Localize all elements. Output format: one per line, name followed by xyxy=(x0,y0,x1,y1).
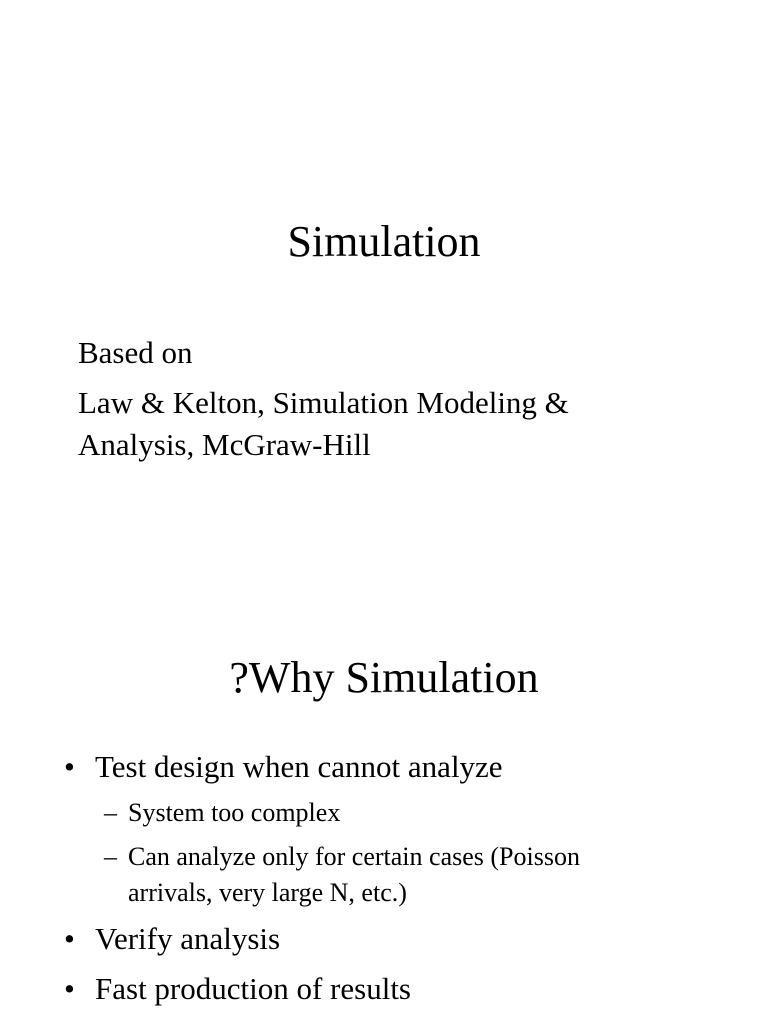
sub-bullet-text: System too complex xyxy=(128,798,341,827)
dash-icon: – xyxy=(104,842,117,871)
sub-bullet-text-continuation: arrivals, very large N, etc.) xyxy=(128,878,407,907)
bullet-text: Fast production of results xyxy=(95,971,411,1006)
bullet-text: Verify analysis xyxy=(95,921,281,956)
reference-line-2: Analysis, McGraw-Hill xyxy=(78,427,371,462)
sub-bullet-text: Can analyze only for certain cases (Poisson xyxy=(128,842,580,871)
slide-title: ?Why Simulation xyxy=(229,653,539,702)
dash-icon: – xyxy=(104,798,117,827)
bullet-icon: • xyxy=(64,749,75,784)
bullet-text: Test design when cannot analyze xyxy=(95,749,503,784)
slide-2 xyxy=(0,512,768,1024)
bullet-icon: • xyxy=(64,921,75,956)
reference-line-1: Law & Kelton, Simulation Modeling & xyxy=(78,385,569,420)
bullet-icon: • xyxy=(64,971,75,1006)
slide-title: Simulation xyxy=(287,217,481,266)
based-on-line: Based on xyxy=(78,335,193,370)
